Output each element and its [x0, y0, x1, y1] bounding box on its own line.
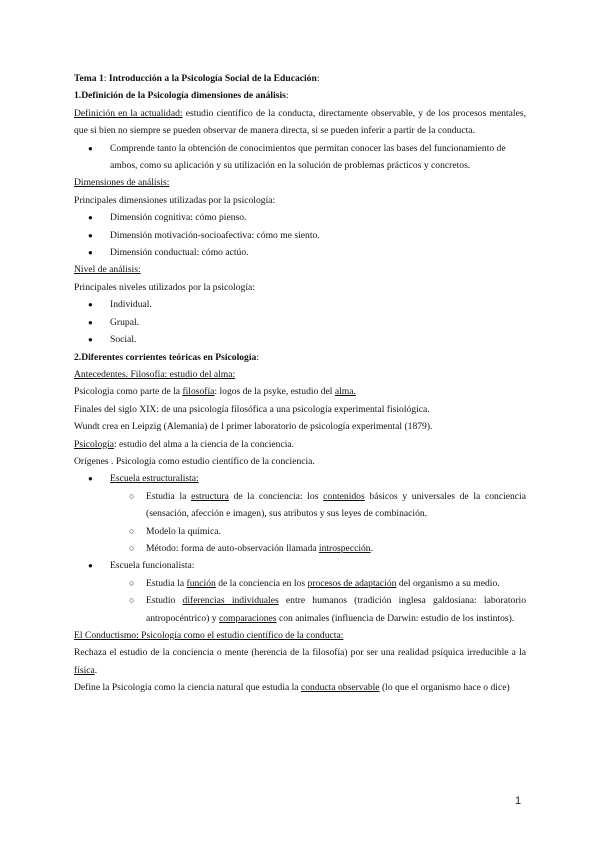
text-run: conducta observable	[300, 682, 380, 694]
dimensions-label	[74, 174, 526, 191]
origins-line: Orígenes . Psicología como estudio científico de la conciencia.	[74, 455, 315, 467]
psychology-philosophy-line	[74, 383, 526, 400]
behaviorism-label	[74, 627, 526, 644]
list-item	[74, 296, 526, 313]
circle-bullet-icon: ○	[129, 595, 135, 606]
level-item: Individual.	[110, 299, 152, 311]
text-run: contenidos	[323, 490, 365, 502]
document-body	[74, 70, 526, 697]
bullet-icon: ●	[88, 561, 93, 571]
text-run: introspección	[318, 542, 371, 554]
behaviorism-label-text: El Conductismo: Psicología como el estudio científico de la conducta:	[74, 630, 344, 641]
text-run: física	[74, 664, 95, 676]
antecedents-label-text: Antecedentes. Filosofía: estudio del alma:	[74, 368, 236, 380]
text-run: : logos de la psyke, estudio del	[214, 386, 335, 398]
text-run: función	[186, 577, 216, 589]
antecedents-label	[74, 366, 526, 383]
definition-label: Definición en la actualidad:	[74, 107, 183, 119]
title-rest: Introducción a la Psicología Social de la Educación	[108, 73, 317, 84]
circle-bullet-icon: ○	[129, 490, 135, 501]
section-2-heading-text: 2.Diferentes corrientes teóricas en Psicología	[74, 351, 257, 363]
definition-bullet-text: Comprende tanto la obtención de conocimientos que permitan conocer las bases del funcionamiento de ambos, como su aplicación y su utilización en la solución de problemas prácticos y concretos.	[110, 142, 506, 172]
late-19th-century-line: Finales del siglo XIX: de una psicología filosófica a una psicología experimental fisiológica.	[74, 403, 430, 415]
levels-label-text: Nivel de análisis:	[74, 264, 141, 276]
title-sep: :	[103, 73, 109, 84]
functionalist-sublist	[74, 575, 526, 627]
section-2-heading	[74, 349, 526, 366]
page-number: 1	[515, 795, 522, 807]
definition-list	[74, 140, 526, 175]
text-run: diferencias individuales	[182, 595, 279, 607]
text-run: de la conciencia: los	[228, 490, 324, 502]
structuralist-sublist	[74, 488, 526, 558]
text-run: .	[370, 542, 373, 554]
text-run: Psicología	[74, 438, 114, 450]
dimension-item: Dimensión conductual: cómo actúo.	[110, 247, 249, 259]
text-run: procesos de adaptación	[307, 577, 397, 589]
definition-paragraph	[74, 105, 526, 140]
dimension-item: Dimensión cognitiva: cómo pienso.	[110, 212, 247, 224]
section-2-heading-end: :	[256, 351, 259, 363]
text-run: con animales (influencia de Darwin: estudio de los instintos).	[276, 612, 515, 624]
list-item	[74, 540, 526, 557]
text-run: Método: forma de auto-observación llamada	[146, 542, 319, 554]
text-run: del organismo a su medio.	[396, 577, 500, 589]
list-item	[74, 488, 526, 523]
text-run: comparaciones	[219, 612, 277, 624]
text-run: Psicología como parte de la	[74, 386, 183, 398]
text-run: Define la Psicología como la ciencia natural que estudia la	[74, 682, 301, 694]
levels-intro: Principales niveles utilizados por la psicología:	[74, 281, 255, 293]
list-item	[74, 227, 526, 244]
section-1-heading-end: :	[285, 90, 289, 102]
level-item: Social.	[110, 334, 137, 346]
bullet-icon: ●	[88, 143, 93, 153]
levels-label	[74, 261, 526, 278]
text-run: Rechaza el estudio de la conciencia o mente (herencia de la filosofía) por ser una realidad psíquica irreducible a la	[74, 647, 526, 659]
text-run: .	[94, 664, 98, 676]
text-run: filosofía	[182, 386, 215, 398]
text-run: (lo que el organismo hace o dice)	[379, 682, 510, 694]
text-run: de la conciencia en los	[215, 577, 308, 589]
title-lead: Tema 1	[74, 73, 104, 84]
list-item	[74, 557, 526, 574]
section-1-heading	[74, 87, 526, 104]
text-run: entre humanos (tradición inglesa galdosiana: laboratorio antropocéntrico) y	[146, 595, 527, 624]
dimensions-list	[74, 209, 526, 261]
circle-bullet-icon: ○	[129, 577, 135, 588]
bullet-icon: ●	[88, 300, 93, 310]
text-run: estructura	[191, 490, 229, 502]
title-end: :	[316, 73, 320, 84]
circle-bullet-icon: ○	[129, 542, 135, 553]
text-run: Modelo la química.	[146, 525, 221, 537]
psychology-conscience-line	[74, 436, 526, 453]
section-1-heading-text: 1.Definición de la Psicología dimensiones de análisis	[74, 90, 286, 102]
bullet-icon: ●	[88, 213, 93, 223]
bullet-icon: ●	[88, 474, 93, 484]
level-item: Grupal.	[110, 316, 140, 328]
text-run: alma.	[334, 386, 356, 398]
bullet-icon: ●	[88, 230, 93, 240]
behaviorism-paragraph-2	[74, 679, 526, 696]
list-item	[74, 592, 526, 627]
dimension-item: Dimensión motivación-socioafectiva: cómo me siento.	[110, 229, 320, 241]
text-run: Estudio	[146, 595, 183, 607]
list-item	[74, 523, 526, 540]
text-run: básicos y universales de la conciencia (sensación, afección e imagen), sus atributos y sus leyes de combinación.	[146, 490, 526, 520]
list-item	[74, 209, 526, 226]
schools-list-2	[74, 557, 526, 574]
wundt-line: Wundt crea en Leipzig (Alemania) de l primer laboratorio de psicología experimental (1879).	[74, 421, 433, 433]
document-title	[74, 70, 526, 87]
circle-bullet-icon: ○	[129, 525, 135, 536]
list-item	[74, 244, 526, 261]
bullet-icon: ●	[88, 317, 93, 327]
bullet-icon: ●	[88, 248, 93, 258]
bullet-icon: ●	[88, 335, 93, 345]
text-run: Estudia la	[146, 577, 187, 589]
list-item	[74, 314, 526, 331]
list-item	[74, 140, 526, 175]
levels-list	[74, 296, 526, 348]
dimensions-intro: Principales dimensiones utilizadas por la psicología:	[74, 194, 276, 206]
dimensions-label-text: Dimensiones de análisis:	[74, 177, 170, 189]
behaviorism-paragraph-1	[74, 644, 526, 679]
list-item	[74, 470, 526, 487]
definition-text: estudio científico de la conducta, directamente observable, y de los procesos mentales, que si bien no siempre se pueden observar de manera directa, si se pueden inferir a partir de la conducta.	[74, 107, 526, 137]
text-run: Estudia la	[146, 490, 192, 502]
text-run: : estudio del alma a la ciencia de la conciencia.	[113, 438, 295, 450]
list-item	[74, 575, 526, 592]
structuralist-school-label: Escuela estructuralista:	[110, 473, 199, 485]
functionalist-school-label: Escuela funcionalista:	[110, 560, 195, 572]
list-item	[74, 331, 526, 348]
schools-list	[74, 470, 526, 487]
